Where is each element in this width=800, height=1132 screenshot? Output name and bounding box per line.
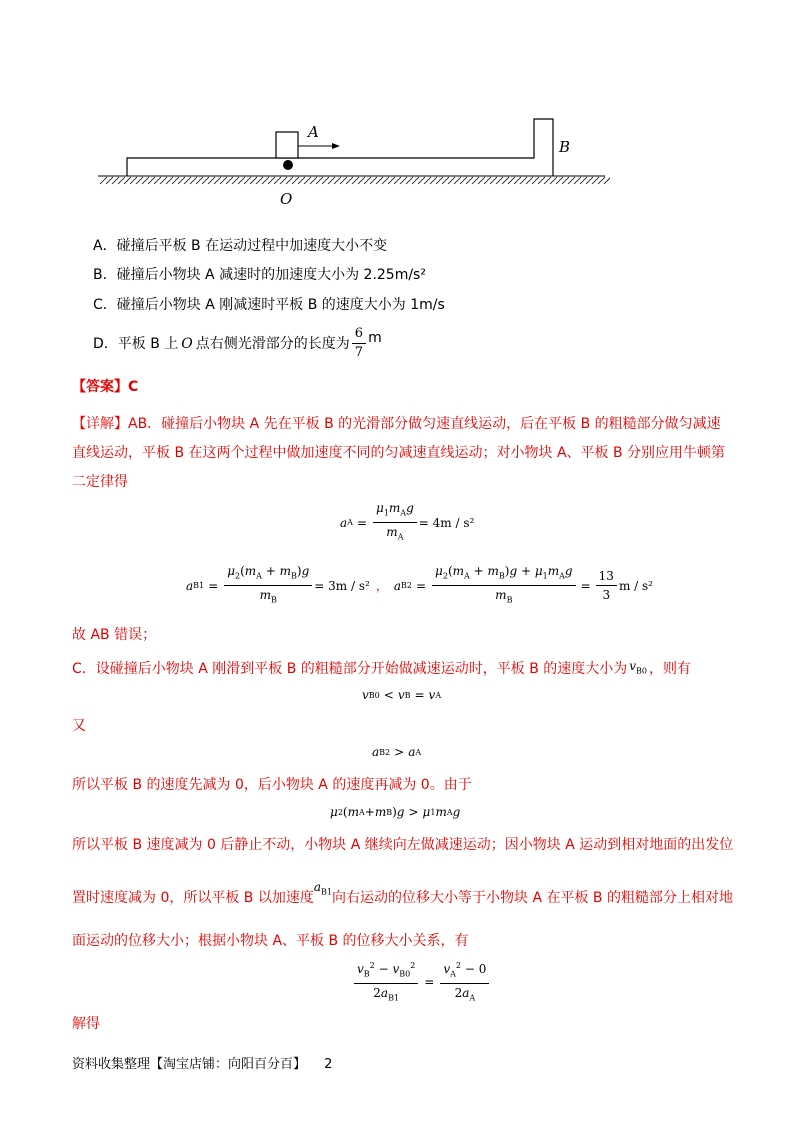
ground-hatch-mark	[478, 177, 485, 184]
option-d-num: 6	[352, 326, 366, 344]
ground-hatch-mark	[394, 177, 401, 184]
ground-hatch-mark	[406, 177, 413, 184]
equation-aB1-result: = 3m / s²	[314, 578, 370, 593]
option-d-fraction	[352, 326, 366, 361]
ground-hatch-mark	[472, 177, 479, 184]
ground-hatch-mark	[340, 177, 347, 184]
ground-hatch-mark	[412, 177, 419, 184]
option-d-prefix: D．平板 B 上	[93, 335, 179, 352]
equation-aB2-den: 3	[602, 588, 611, 603]
ground-hatch-mark	[154, 177, 161, 184]
detail-paragraph-7: 置时速度减为 0，所以平板 B 以加速度 $a_{B1}$ 向右运动的位移大小等于小物块 A 在平板 B 的粗糙部分上相对地	[72, 880, 733, 906]
ground-hatch-mark	[556, 177, 563, 184]
detail-paragraph-3-text: C．设碰撞后小物块 A 刚滑到平板 B 的粗糙部分开始做减速运动时，平板 B 的速度大小为	[72, 660, 628, 677]
option-a: A．碰撞后平板 B 在运动过程中加速度大小不变	[93, 238, 388, 254]
ground-hatch-mark	[214, 177, 221, 184]
equation-aB: a B1 = $\frac{\mu_2(m_A + m_B)g}{m_B}$ = 3m / s² ， a B2 = $\frac{\mu_2(m_A + m_B)g + \mu_1m_Ag}{m_B}$ = $\frac{13}{3}$ m / s²	[186, 564, 653, 605]
ground-hatch-mark	[220, 177, 227, 184]
ground-hatch-mark	[352, 177, 359, 184]
detail-paragraph-7b: 向右运动的位移大小等于小物块 A 在平板 B 的粗糙部分上相对地	[332, 889, 733, 906]
ground-hatch-mark	[316, 177, 323, 184]
ground-hatch-mark	[580, 177, 587, 184]
equation-friction-compare: μ 2 ( m A + m B ) g > μ 1 m A g	[330, 805, 461, 819]
ground-hatch-mark	[298, 177, 305, 184]
option-d-o: O	[181, 335, 193, 352]
ground-hatch-mark	[124, 177, 131, 184]
equation-aB2-num: 13	[596, 568, 617, 586]
ground-hatch-mark	[496, 177, 503, 184]
footer-text: 资料收集整理【淘宝店铺：向阳百分百】	[72, 1057, 307, 1072]
ground-hatch-mark	[508, 177, 515, 184]
detail-paragraph-3: C．设碰撞后小物块 A 刚滑到平板 B 的粗糙部分开始做减速运动时，平板 B 的速度大小为 $v_{B0}$ ，则有	[72, 659, 692, 677]
option-c: C．碰撞后小物块 A 刚减速时平板 B 的速度大小为 1m/s	[93, 297, 445, 313]
point-o	[283, 160, 293, 170]
ground-hatch-mark	[118, 177, 125, 184]
ground-hatch-mark	[520, 177, 527, 184]
physics-figure	[90, 110, 610, 210]
ground-hatch-mark	[430, 177, 437, 184]
ground-hatch-mark	[562, 177, 569, 184]
ground-hatch-mark	[274, 177, 281, 184]
equation-accel-compare: a B2 > a A	[372, 745, 422, 759]
option-d	[93, 326, 382, 361]
ground-hatch-mark	[160, 177, 167, 184]
option-d-unit: m	[368, 329, 382, 346]
equation-aB2-unit: m / s²	[618, 578, 653, 593]
equation-aA: a A = $\frac{\mu_1m_Ag}{m_A}$ = 4m / s²	[340, 501, 475, 542]
equation-displacement: $\frac{v_B^2 - v_{B0}^2}{2a_{B1}}$ = $\frac{v_A^2 - 0}{2a_A}$	[352, 958, 491, 1007]
ground-hatch-mark	[196, 177, 203, 184]
ground-hatch-mark	[322, 177, 329, 184]
ground-hatch-mark	[454, 177, 461, 184]
plank-b	[127, 119, 553, 176]
detail-paragraph-7a: 置时速度减为 0，所以平板 B 以加速度	[72, 889, 314, 906]
ground-hatch-mark	[256, 177, 263, 184]
ground-hatch-mark	[418, 177, 425, 184]
ground-hatch-mark	[400, 177, 407, 184]
label-o: O	[280, 190, 293, 208]
ground-hatch-mark	[244, 177, 251, 184]
ground-hatch-mark	[262, 177, 269, 184]
page-number: 2	[324, 1057, 333, 1072]
ground-hatch-mark	[280, 177, 287, 184]
detail-paragraph-9: 解得	[72, 1016, 100, 1032]
ground-hatch-mark	[106, 177, 113, 184]
detail-paragraph-6: 所以平板 B 速度减为 0 后静止不动，小物块 A 继续向左做减速运动；因小物块 A 运动到相对地面的出发位	[72, 837, 734, 853]
ground-hatch-mark	[460, 177, 467, 184]
ground-hatch-mark	[574, 177, 581, 184]
ground-hatch-mark	[226, 177, 233, 184]
ground-hatch-mark	[136, 177, 143, 184]
ground-hatch-mark	[466, 177, 473, 184]
ground-hatch-mark	[178, 177, 185, 184]
ground-hatch-mark	[526, 177, 533, 184]
ground-hatch-mark	[436, 177, 443, 184]
ground-hatch-mark	[238, 177, 245, 184]
ground-hatch-mark	[598, 177, 605, 184]
ground-hatch-mark	[130, 177, 137, 184]
ground-hatch-mark	[382, 177, 389, 184]
ground-hatch-mark	[190, 177, 197, 184]
detail-paragraph-5: 所以平板 B 的速度先减为 0，后小物块 A 的速度再减为 0。由于	[72, 777, 472, 793]
ground-hatch-mark	[292, 177, 299, 184]
ground-hatch-mark	[112, 177, 119, 184]
ground-hatch-mark	[388, 177, 395, 184]
ground-hatch-mark	[346, 177, 353, 184]
ground-hatch-mark	[100, 177, 107, 184]
option-b: B．碰撞后小物块 A 减速时的加速度大小为 2.25m/s²	[93, 267, 426, 283]
ground-hatch-mark	[370, 177, 377, 184]
ground-hatch-mark	[310, 177, 317, 184]
ground-hatch-mark	[142, 177, 149, 184]
ground-hatch-mark	[376, 177, 383, 184]
ground-hatch-mark	[208, 177, 215, 184]
ground-hatch-mark	[148, 177, 155, 184]
ground-hatch-mark	[586, 177, 593, 184]
ground-hatch-mark	[304, 177, 311, 184]
detail-paragraph-8: 面运动的位移大小；根据小物块 A、平板 B 的位移大小关系，有	[72, 933, 469, 949]
equation-aA-result: = 4m / s²	[418, 515, 475, 530]
ground-hatch-mark	[484, 177, 491, 184]
detail-paragraph-3-end: ，则有	[649, 660, 692, 677]
option-d-mid: 点右侧光滑部分的长度为	[195, 335, 350, 352]
ground-hatch-mark	[442, 177, 449, 184]
ground-hatch-mark	[328, 177, 335, 184]
ground-hatch-mark	[184, 177, 191, 184]
detail-paragraph-1: 【详解】AB．碰撞后小物块 A 先在平板 B 的光滑部分做匀速直线运动，后在平板 B 的粗糙部分做匀减速直线运动，平板 B 在这两个过程中做加速度不同的匀减速直线运动；对小物块 A、平板 B 分别应用牛顿第二定律得	[72, 416, 726, 490]
ground-hatch-mark	[604, 177, 610, 184]
ground-hatch-mark	[448, 177, 455, 184]
ground-hatch-mark	[232, 177, 239, 184]
answer: 【答案】C	[72, 379, 139, 395]
option-d-den: 7	[354, 345, 364, 360]
label-b: B	[559, 138, 571, 156]
ground-hatch-mark	[286, 177, 293, 184]
ground-hatch-mark	[568, 177, 575, 184]
ground-hatch-mark	[424, 177, 431, 184]
ground-hatch-mark	[334, 177, 341, 184]
label-a: A	[308, 123, 319, 141]
ground-hatch-mark	[502, 177, 509, 184]
block-a	[276, 132, 298, 158]
ground-hatch-mark	[532, 177, 539, 184]
ground-hatch-mark	[358, 177, 365, 184]
ground-hatch-mark	[268, 177, 275, 184]
ground-hatch-mark	[544, 177, 551, 184]
ground-hatch-mark	[550, 177, 557, 184]
detail-paragraph-2: 故 AB 错误；	[72, 627, 157, 643]
ground-hatch-mark	[364, 177, 371, 184]
ground-hatch-mark	[490, 177, 497, 184]
ground-hatch-mark	[172, 177, 179, 184]
ground-hatch-mark	[202, 177, 209, 184]
ground-hatch-mark	[592, 177, 599, 184]
ground-hatch-mark	[538, 177, 545, 184]
ground-hatch-mark	[166, 177, 173, 184]
ground-hatch-mark	[250, 177, 257, 184]
equation-velocity: v B0 < v B = v A	[362, 688, 442, 702]
footer	[72, 1053, 332, 1072]
ground-hatch-mark	[514, 177, 521, 184]
detail-paragraph-4: 又	[72, 718, 86, 734]
